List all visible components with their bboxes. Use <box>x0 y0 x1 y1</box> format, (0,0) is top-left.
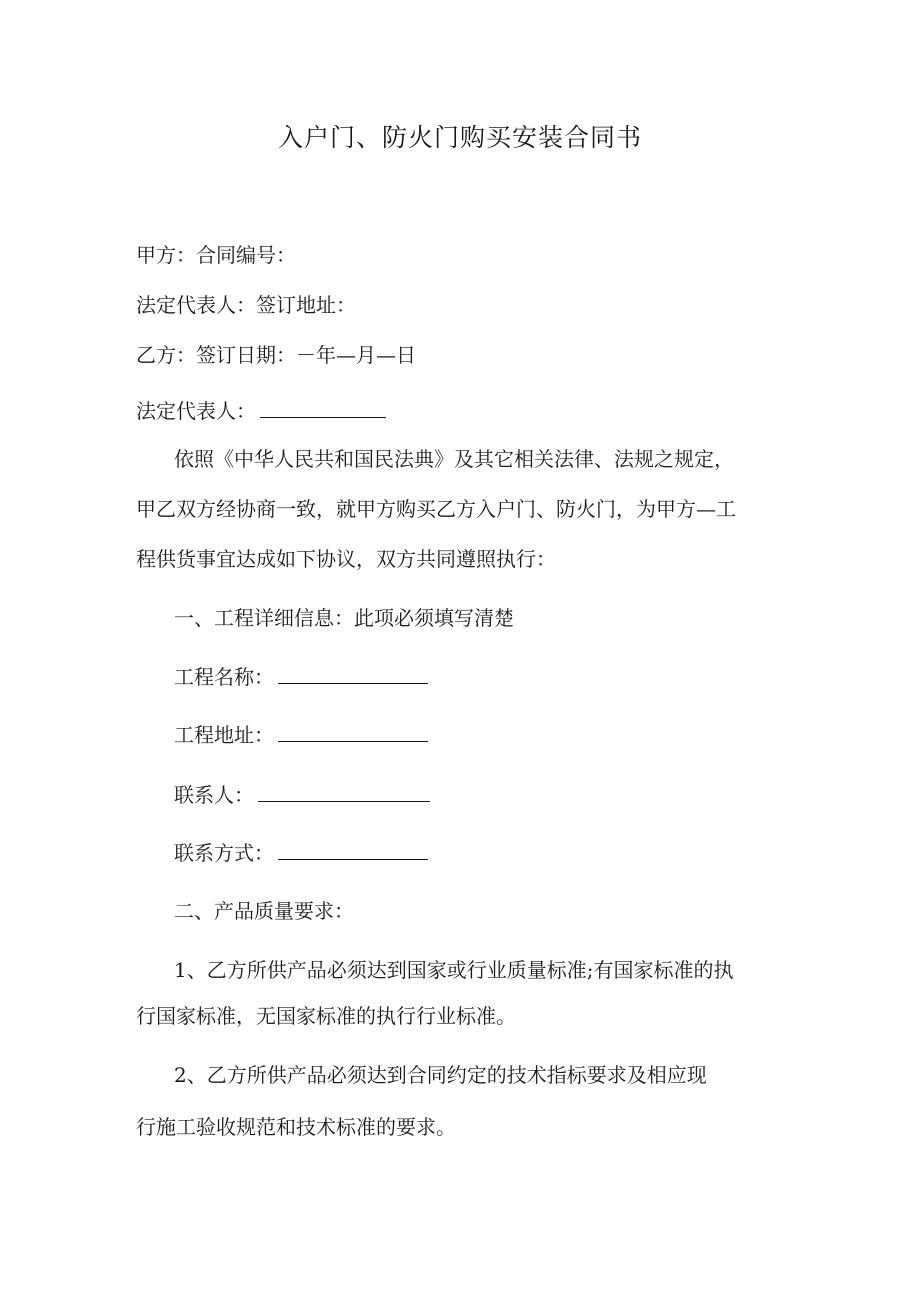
intro-line-1: 依照《中华人民共和国民法典》及其它相关法律、法规之规定， <box>174 447 734 471</box>
project-name-label: 工程名称： <box>174 665 274 689</box>
section1-heading: 一、工程详细信息：此项必须填写清楚 <box>174 606 514 630</box>
project-name-blank <box>278 663 428 684</box>
party-b-representative-blank <box>260 397 386 418</box>
project-address-blank <box>278 721 428 742</box>
intro-line-3: 程供货事宜达成如下协议，双方共同遵照执行： <box>136 547 556 571</box>
project-name-field <box>174 662 428 692</box>
project-address-label: 工程地址： <box>174 723 274 747</box>
party-b-representative-label: 法定代表人： <box>136 399 256 423</box>
contact-method-blank <box>278 839 428 860</box>
party-b-line: 乙方：签订日期：－年—月—日 <box>136 343 416 367</box>
contact-person-blank <box>258 781 430 802</box>
project-address-field <box>174 720 428 750</box>
quality-item1-line1: 1、乙方所供产品必须达到国家或行业质量标准;有国家标准的执 <box>174 958 734 982</box>
party-a-line: 甲方：合同编号： <box>136 243 296 267</box>
quality-item2-line1: 2、乙方所供产品必须达到合同约定的技术指标要求及相应现 <box>174 1063 707 1087</box>
party-a-representative-line: 法定代表人：签订地址： <box>136 293 356 317</box>
document-title: 入户门、防火门购买安装合同书 <box>277 123 642 152</box>
contact-person-field <box>174 780 430 810</box>
intro-line-2: 甲乙双方经协商一致，就甲方购买乙方入户门、防火门，为甲方—工 <box>136 497 736 521</box>
party-b-representative-line <box>136 396 386 426</box>
quality-item2-line2: 行施工验收规范和技术标准的要求。 <box>136 1115 456 1139</box>
contact-person-label: 联系人： <box>174 783 254 807</box>
quality-item1-line2: 行国家标准，无国家标准的执行行业标准。 <box>136 1004 516 1028</box>
contact-method-field <box>174 838 428 868</box>
contact-method-label: 联系方式： <box>174 841 274 865</box>
section2-heading: 二、产品质量要求： <box>174 899 354 923</box>
